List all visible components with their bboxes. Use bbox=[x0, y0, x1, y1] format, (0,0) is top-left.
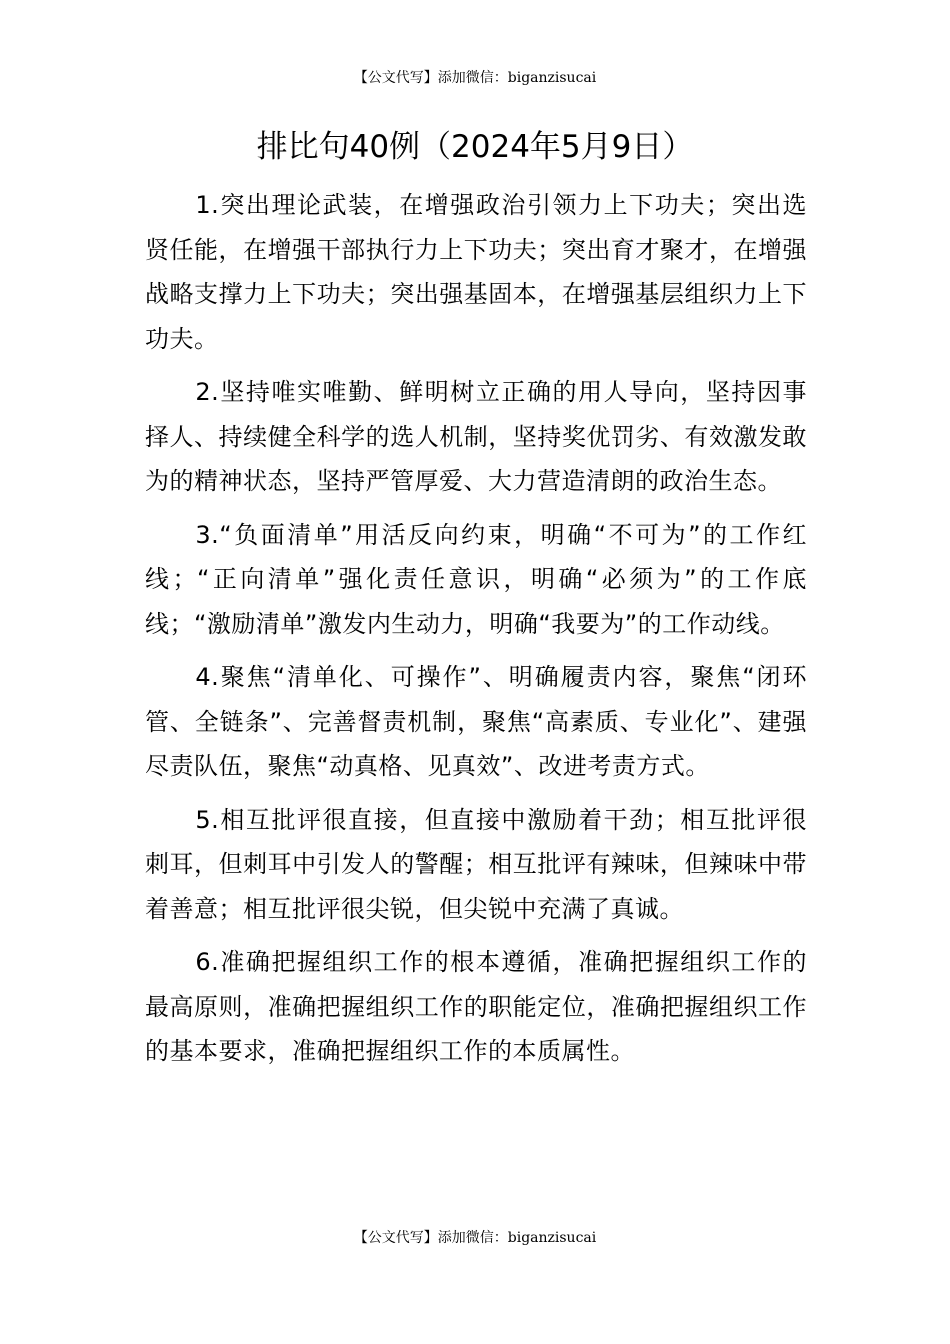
paragraph-6: 6.准确把握组织工作的根本遵循，准确把握组织工作的最高原则，准确把握组织工作的职能定位，准确把握组织工作的基本要求，准确把握组织工作的本质属性。 bbox=[145, 948, 807, 1065]
paragraph-1: 1.突出理论武装，在增强政治引领力上下功夫；突出选贤任能，在增强干部执行力上下功夫；突出育才聚才，在增强战略支撑力上下功夫；突出强基固本，在增强基层组织力上下功夫。 bbox=[145, 191, 807, 353]
header-watermark-note: 【公文代写】添加微信：biganzisucai bbox=[353, 70, 597, 86]
document-title: 排比句40例（2024年5月9日） bbox=[256, 129, 694, 165]
paragraph-5: 5.相互批评很直接，但直接中激励着干劲；相互批评很刺耳，但刺耳中引发人的警醒；相互批评有辣味，但辣味中带着善意；相互批评很尖锐，但尖锐中充满了真诚。 bbox=[145, 805, 807, 923]
paragraph-2: 2.坚持唯实唯勤、鲜明树立正确的用人导向，坚持因事择人、持续健全科学的选人机制，坚持奖优罚劣、有效激发敢为的精神状态，坚持严管厚爱、大力营造清朗的政治生态。 bbox=[145, 378, 807, 495]
document-body bbox=[145, 183, 807, 1083]
paragraph-3: 3.“负面清单”用活反向约束，明确“不可为”的工作红线；“正向清单”强化责任意识，明确“必须为”的工作底线；“激励清单”激发内生动力，明确“我要为”的工作动线。 bbox=[145, 520, 807, 638]
paragraph-4: 4.聚焦“清单化、可操作”、明确履责内容，聚焦“闭环管、全链条”、完善督责机制，聚焦“高素质、专业化”、建强尽责队伍，聚焦“动真格、见真效”、改进考责方式。 bbox=[145, 663, 807, 780]
footer-watermark-note: 【公文代写】添加微信：biganzisucai bbox=[353, 1230, 597, 1246]
